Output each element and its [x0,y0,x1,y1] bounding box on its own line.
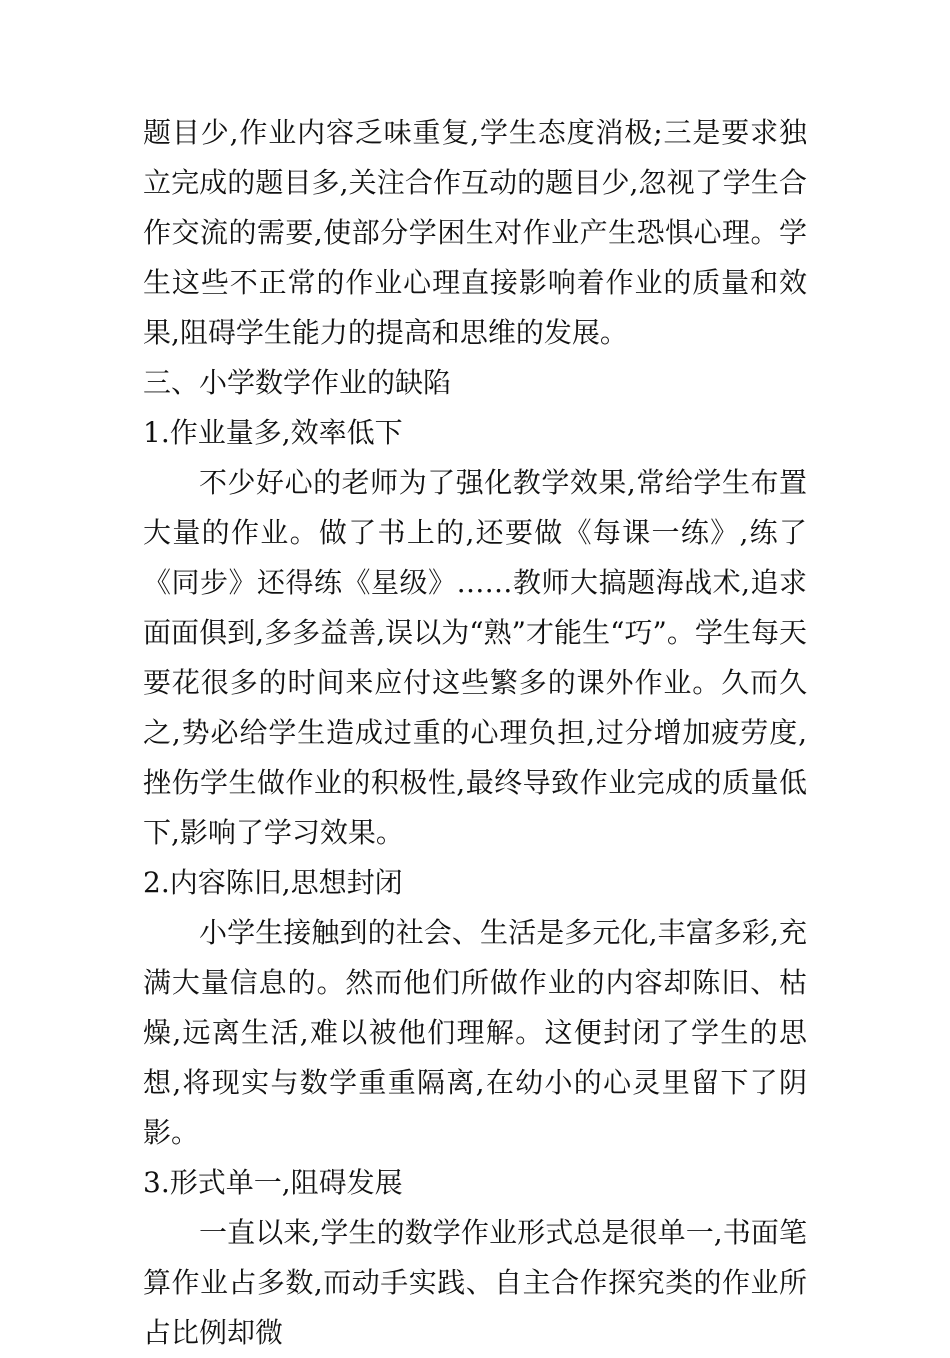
document-body [143,108,807,1358]
paragraph-form: 一直以来,学生的数学作业形式总是很单一,书面笔算作业占多数,而动手实践、自主合作探究类的作业所占比例却微 [143,1216,807,1349]
subheading-2: 2.内容陈旧,思想封闭 [143,866,403,899]
paragraph-workload: 不少好心的老师为了强化教学效果,常给学生布置大量的作业。做了书上的,还要做《每课一练》,练了《同步》还得练《星级》……教师大搞题海战术,追求面面俱到,多多益善,误以为“熟”才能生“巧”。学生每天要花很多的时间来应付这些繁多的课外作业。久而久之,势必给学生造成过重的心理负担,过分增加疲劳度,挫伤学生做作业的积极性,最终导致作业完成的质量低下,影响了学习效果。 [143,466,807,849]
section-heading-3: 三、小学数学作业的缺陷 [143,366,452,399]
subheading-3: 3.形式单一,阻碍发展 [143,1166,403,1199]
paragraph-content: 小学生接触到的社会、生活是多元化,丰富多彩,充满大量信息的。然而他们所做作业的内容却陈旧、枯燥,远离生活,难以被他们理解。这便封闭了学生的思想,将现实与数学重重隔离,在幼小的心灵里留下了阴影。 [143,916,807,1149]
subheading-1: 1.作业量多,效率低下 [143,416,403,449]
paragraph-continuation: 题目少,作业内容乏味重复,学生态度消极;三是要求独立完成的题目多,关注合作互动的题目少,忽视了学生合作交流的需要,使部分学困生对作业产生恐惧心理。学生这些不正常的作业心理直接影响着作业的质量和效果,阻碍学生能力的提高和思维的发展。 [143,116,807,349]
